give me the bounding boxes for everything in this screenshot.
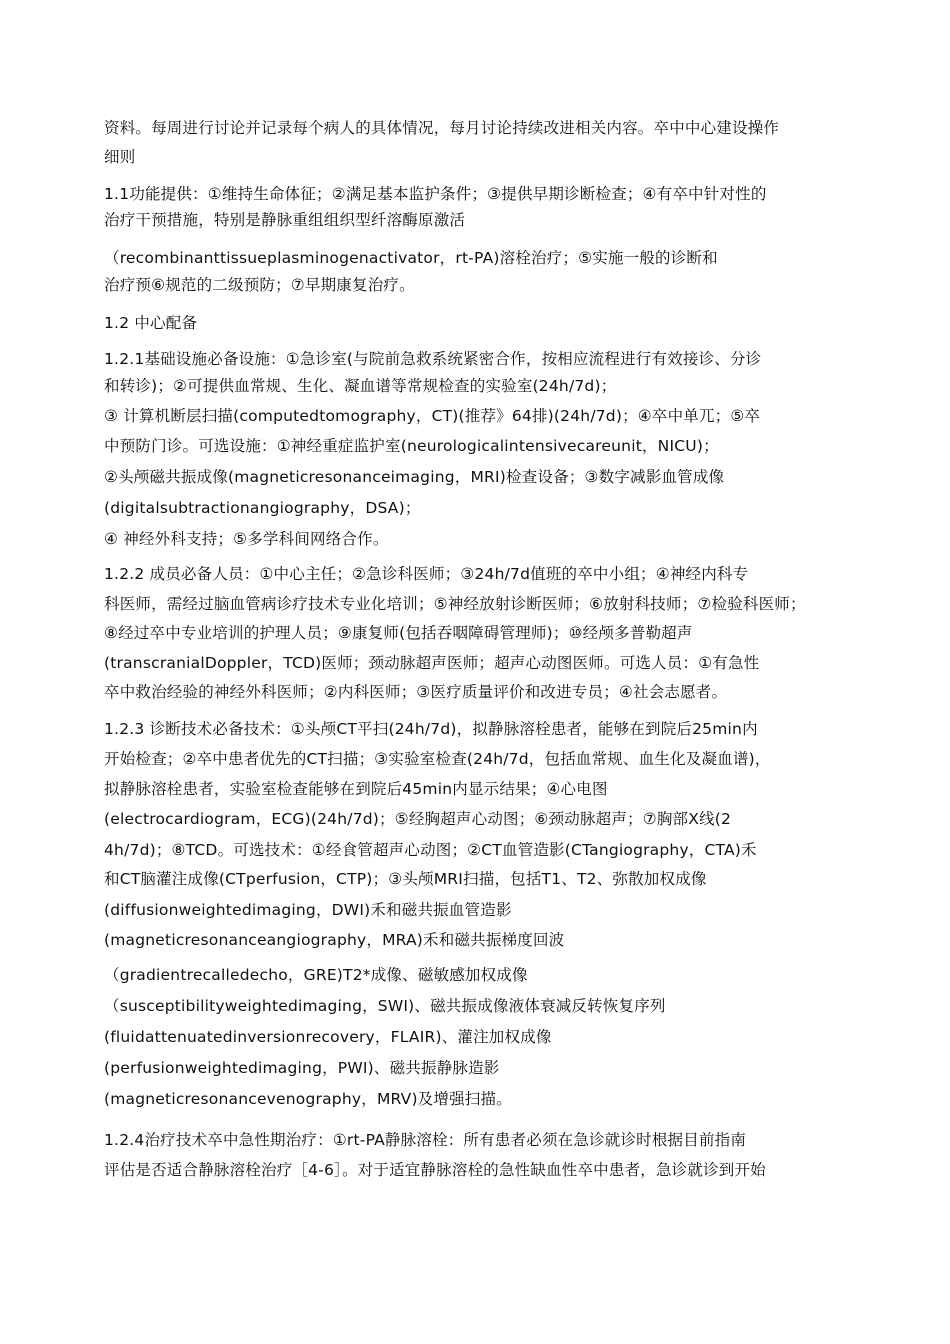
text-line: 开始检查；②卒中患者优先的CT扫描；③实验室检查(24h/7d，包括血常规、血生化及凝血谱)， bbox=[104, 750, 771, 768]
text-line: (perfusionweightedimaging，PWI)、磁共振静脉造影 bbox=[104, 1059, 500, 1077]
text-line: (transcranialDoppler，TCD)医师；颈动脉超声医师；超声心动图医师。可选人员：①有急性 bbox=[104, 654, 760, 672]
text-line: (diffusionweightedimaging，DWI)禾和磁共振血管造影 bbox=[104, 901, 512, 919]
text-line: 科医师，需经过脑血管病诊疗技术专业化培训；⑤神经放射诊断医师；⑥放射科技师；⑦检验科医师； bbox=[104, 595, 806, 613]
text-line: （susceptibilityweightedimaging，SWI)、磁共振成像液体衰减反转恢复序列 bbox=[104, 997, 666, 1015]
text-line: 和CT脑灌注成像(CTperfusion，CTP)；③头颅MRI扫描，包括T1、T2、弥散加权成像 bbox=[104, 870, 707, 888]
text-line: (magneticresonancevenography，MRV)及增强扫描。 bbox=[104, 1090, 512, 1108]
text-line: (magneticresonanceangiography，MRA)禾和磁共振梯度回波 bbox=[104, 931, 565, 949]
text-line: 治疗干预措施，特别是静脉重组组织型纤溶酶原激活 bbox=[104, 211, 466, 229]
text-line: ④ 神经外科支持；⑤多学科间网络合作。 bbox=[104, 530, 389, 548]
text-line: 1.1功能提供：①维持生命体征；②满足基本监护条件；③提供早期诊断检查；④有卒中针对性的 bbox=[104, 185, 767, 203]
text-line: （gradientrecalledecho，GRE)T2*成像、磁敏感加权成像 bbox=[104, 966, 528, 984]
text-line: 资料。每周进行讨论并记录每个病人的具体情况，每月讨论持续改进相关内容。卒中中心建设操作 bbox=[104, 119, 780, 137]
text-line: 拟静脉溶栓患者，实验室检查能够在到院后45min内显示结果；④心电图 bbox=[104, 780, 608, 798]
text-line: 评估是否适合静脉溶栓治疗［4-6］。对于适宜静脉溶栓的急性缺血性卒中患者，急诊就诊到开始 bbox=[104, 1161, 766, 1179]
text-line: 1.2.2 成员必备人员：①中心主任；②急诊科医师；③24h/7d值班的卒中小组；④神经内科专 bbox=[104, 565, 749, 583]
text-line: 1.2.3 诊断技术必备技术：①头颅CT平扫(24h/7d)，拟静脉溶栓患者，能够在到院后25min内 bbox=[104, 720, 758, 738]
text-line: (fluidattenuatedinversionrecovery，FLAIR)、灌注加权成像 bbox=[104, 1028, 552, 1046]
section-heading: 1.2 中心配备 bbox=[104, 314, 198, 332]
text-line: ③ 计算机断层扫描(computedtomography，CT)(推荐》64排)(24h/7d)；④卒中单兀；⑤卒 bbox=[104, 407, 761, 425]
text-line: ②头颅磁共振成像(magneticresonanceimaging，MRI)检查设备；③数字减影血管成像 bbox=[104, 468, 725, 486]
text-line: (digitalsubtractionangiography，DSA)； bbox=[104, 499, 421, 517]
text-line: 中预防门诊。可选设施：①神经重症监护室(neurologicalintensivecareunit，NICU)； bbox=[104, 437, 719, 455]
text-line: 卒中救治经验的神经外科医师；②内科医师；③医疗质量评价和改进专员；④社会志愿者。 bbox=[104, 683, 728, 701]
text-line: 1.2.1基础设施必备设施：①急诊室(与院前急救系统紧密合作，按相应流程进行有效接诊、分诊 bbox=[104, 350, 762, 368]
text-line: 1.2.4治疗技术卒中急性期治疗：①rt-PA静脉溶栓：所有患者必须在急诊就诊时根据目前指南 bbox=[104, 1131, 747, 1149]
text-line: ⑧经过卒中专业培训的护理人员；⑨康复师(包括吞咽障碍管理师)；⑩经颅多普勒超声 bbox=[104, 624, 693, 642]
text-line: 4h/7d)；⑧TCD。可选技术：①经食管超声心动图；②CT血管造影(CTangiography，CTA)禾 bbox=[104, 841, 757, 859]
text-line: 和转诊)；②可提供血常规、生化、凝血谱等常规检查的实验室(24h/7d)； bbox=[104, 377, 617, 395]
text-line: 治疗预⑥规范的二级预防；⑦早期康复治疗。 bbox=[104, 276, 415, 294]
text-line: 细则 bbox=[104, 148, 136, 166]
text-line: （recombinanttissueplasminogenactivator，rt-PA)溶栓治疗；⑤实施一般的诊断和 bbox=[104, 249, 718, 267]
text-line: (electrocardiogram，ECG)(24h/7d)；⑤经胸超声心动图；⑥颈动脉超声；⑦胸部X线(2 bbox=[104, 810, 732, 828]
